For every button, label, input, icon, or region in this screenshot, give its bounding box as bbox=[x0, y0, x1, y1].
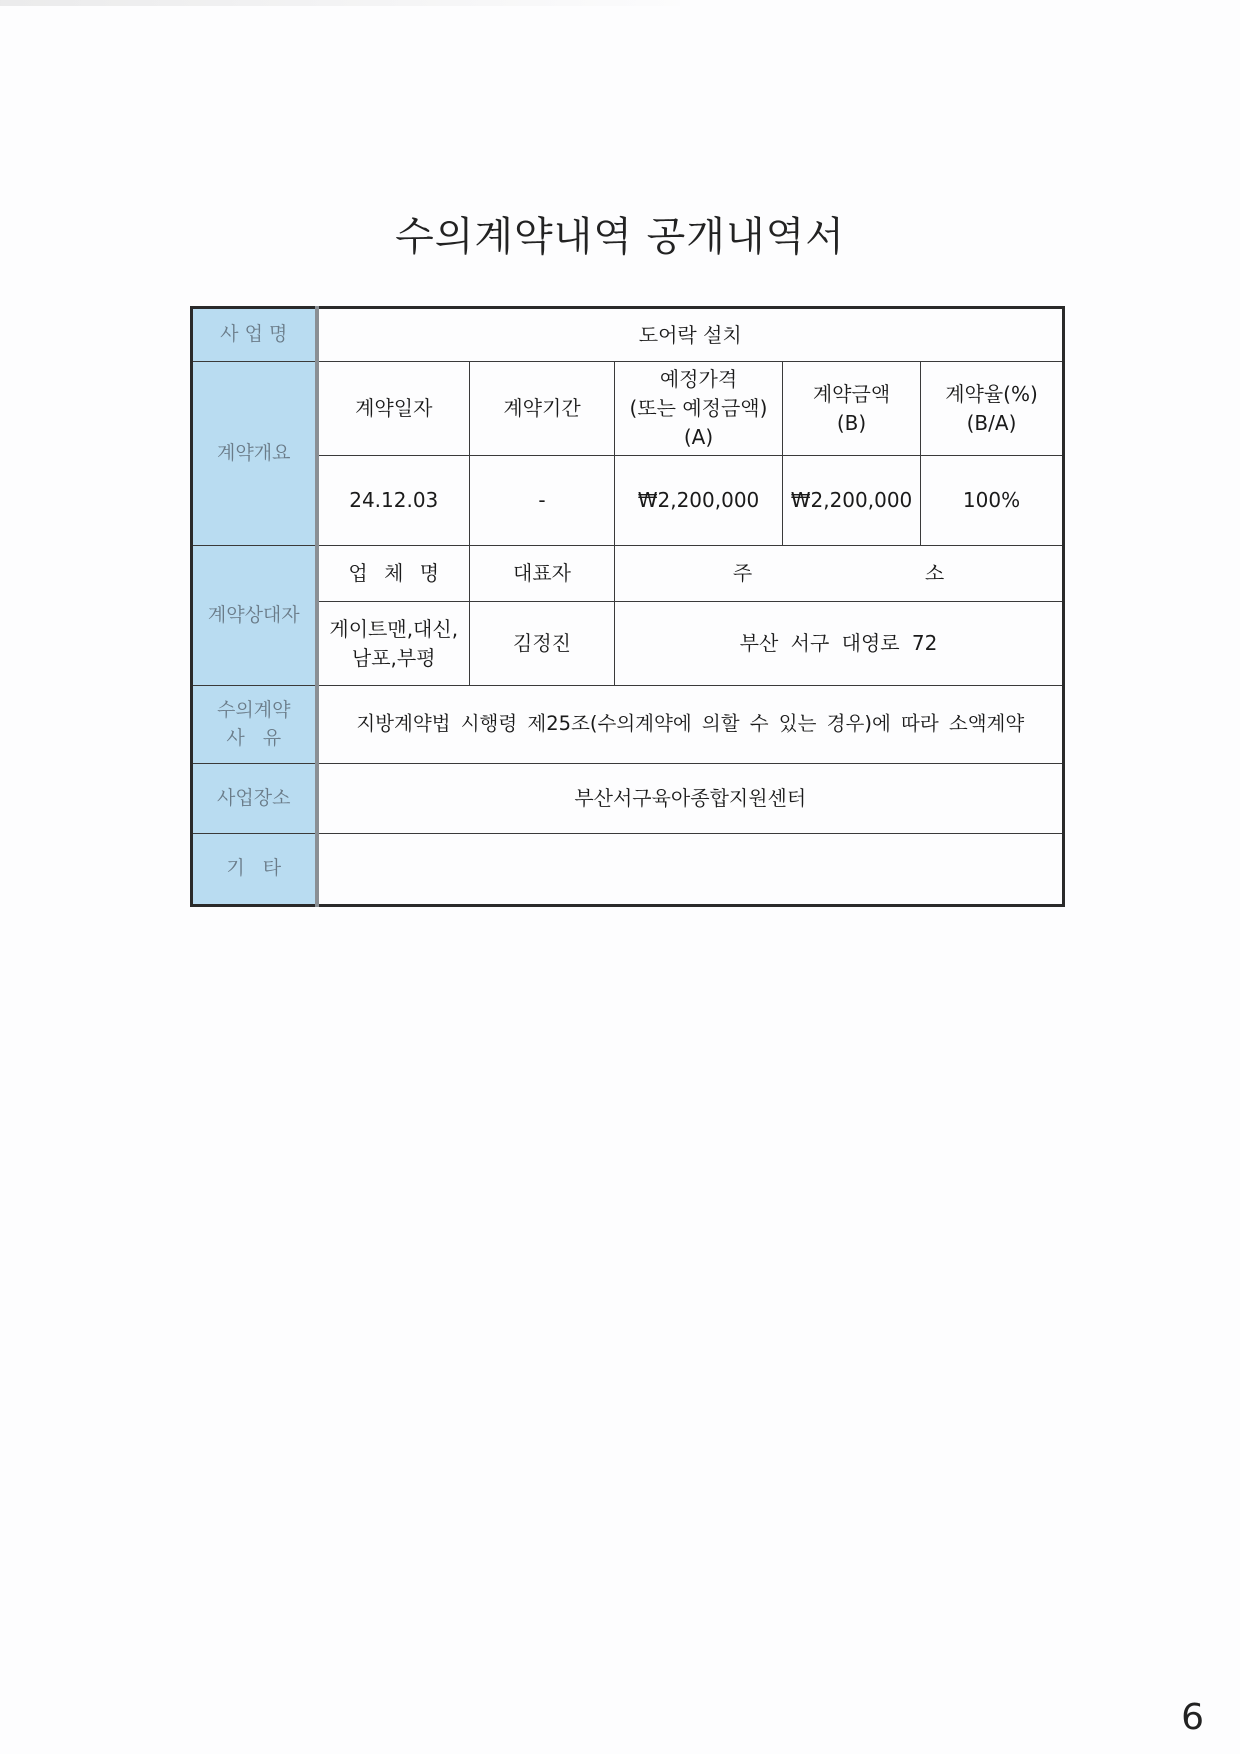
company-value bbox=[317, 602, 470, 686]
project-name-label: 사 업 명 bbox=[192, 308, 317, 362]
address-header bbox=[615, 546, 1064, 602]
rate-value: 100% bbox=[921, 456, 1064, 546]
scan-smudge bbox=[0, 0, 680, 6]
reason-label-line1: 수의계약 bbox=[217, 698, 291, 721]
site-row bbox=[192, 764, 1064, 834]
representative-header: 대표자 bbox=[470, 546, 615, 602]
other-row bbox=[192, 834, 1064, 906]
contract-date-value: 24.12.03 bbox=[317, 456, 470, 546]
page-number-handwritten: 6 bbox=[1181, 1697, 1204, 1738]
rate-header bbox=[921, 362, 1064, 456]
company-value-line1: 게이트맨,대신, bbox=[329, 616, 459, 641]
address-header-b: 소 bbox=[924, 561, 945, 585]
reason-row bbox=[192, 686, 1064, 764]
amount-header bbox=[783, 362, 921, 456]
amount-value: ₩2,200,000 bbox=[783, 456, 921, 546]
other-label: 기 타 bbox=[192, 834, 317, 906]
rate-header-line2: (B/A) bbox=[966, 410, 1017, 435]
estimate-header bbox=[615, 362, 783, 456]
contract-overview-label: 계약개요 bbox=[192, 362, 317, 546]
estimate-header-line3: (A) bbox=[683, 425, 714, 449]
contract-period-header: 계약기간 bbox=[470, 362, 615, 456]
other-value bbox=[317, 834, 1064, 906]
counterparty-values-row bbox=[192, 602, 1064, 686]
amount-header-line2: (B) bbox=[836, 410, 867, 435]
estimate-header-line2: (또는 예정금액) bbox=[629, 396, 768, 420]
overview-values-row bbox=[192, 456, 1064, 546]
address-header-a: 주 bbox=[732, 561, 753, 585]
amount-header-line1: 계약금액 bbox=[812, 381, 891, 406]
reason-value: 지방계약법 시행령 제25조(수의계약에 의할 수 있는 경우)에 따라 소액계약 bbox=[317, 686, 1064, 764]
contract-period-value: - bbox=[470, 456, 615, 546]
site-value: 부산서구육아종합지원센터 bbox=[317, 764, 1064, 834]
estimate-value: ₩2,200,000 bbox=[615, 456, 783, 546]
company-header: 업 체 명 bbox=[317, 546, 470, 602]
contract-date-header: 계약일자 bbox=[317, 362, 470, 456]
site-label: 사업장소 bbox=[192, 764, 317, 834]
reason-label-line2: 사 유 bbox=[226, 726, 282, 749]
disclosure-table bbox=[190, 306, 1065, 907]
page-title: 수의계약내역 공개내역서 bbox=[395, 214, 845, 260]
address-value: 부산 서구 대영로 72 bbox=[615, 602, 1064, 686]
counterparty-label: 계약상대자 bbox=[192, 546, 317, 686]
representative-value: 김정진 bbox=[470, 602, 615, 686]
counterparty-header-row bbox=[192, 546, 1064, 602]
company-value-line2: 남포,부평 bbox=[351, 645, 436, 670]
reason-label bbox=[192, 686, 317, 764]
overview-header-row bbox=[192, 362, 1064, 456]
project-name-value: 도어락 설치 bbox=[317, 308, 1064, 362]
estimate-header-line1: 예정가격 bbox=[659, 367, 738, 391]
project-name-row bbox=[192, 308, 1064, 362]
rate-header-line1: 계약율(%) bbox=[945, 381, 1038, 406]
